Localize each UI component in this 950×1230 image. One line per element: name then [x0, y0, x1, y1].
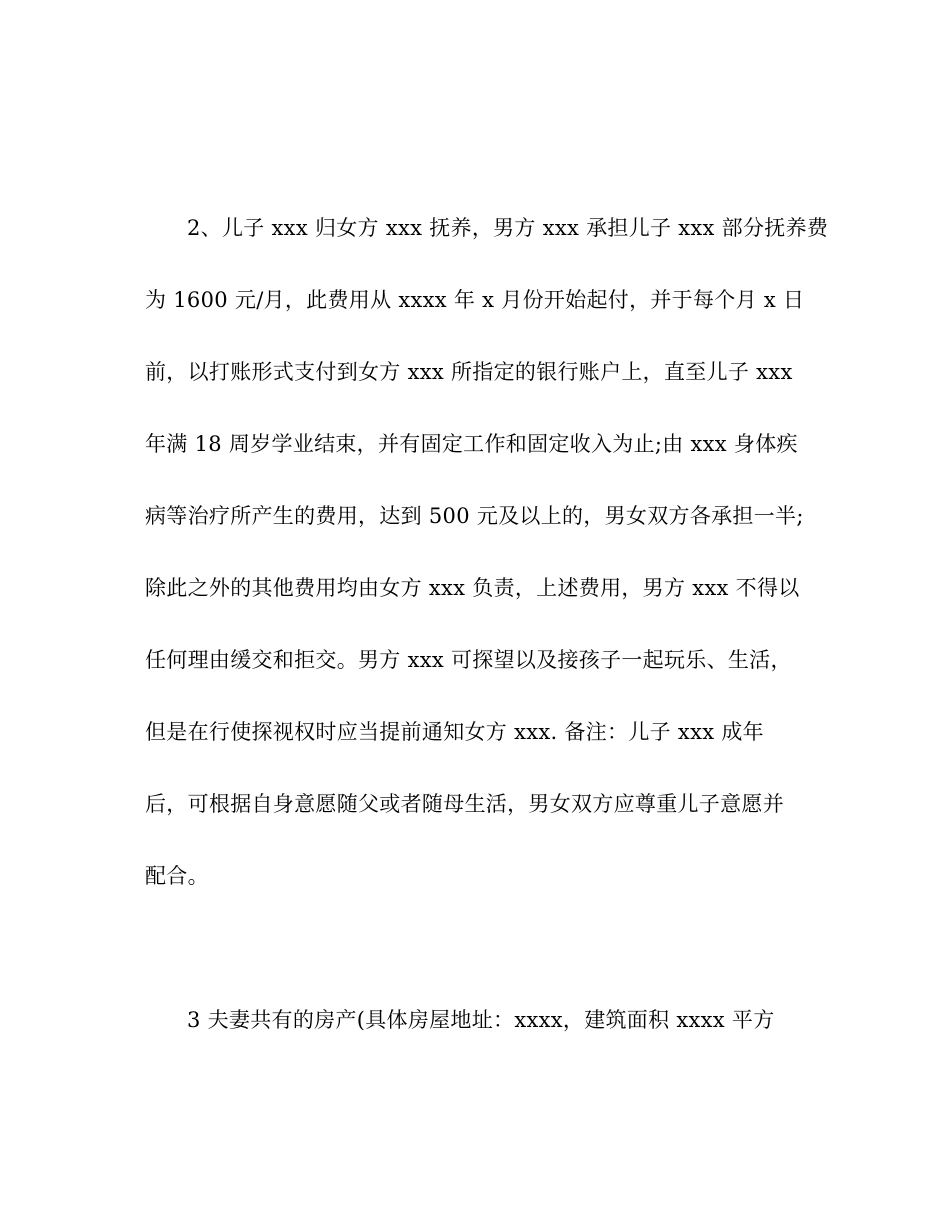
- paragraph1-line-9: 后，可根据自身意愿随父或者随母生活，男女双方应尊重儿子意愿并: [145, 792, 784, 816]
- paragraph1-line-6: 除此之外的其他费用均由女方 xxx 负责，上述费用，男方 xxx 不得以: [145, 576, 800, 600]
- paragraph1-line-5: 病等治疗所产生的费用，达到 500 元及以上的，男女双方各承担一半;: [145, 504, 804, 528]
- paragraph2-line-1: 3 夫妻共有的房产(具体房屋地址：xxxx，建筑面积 xxxx 平方: [187, 1008, 775, 1032]
- paragraph1-line-7: 任何理由缓交和拒交。男方 xxx 可探望以及接孩子一起玩乐、生活，: [145, 648, 792, 672]
- paragraph1-line-2: 为 1600 元/月，此费用从 xxxx 年 x 月份开始起付，并于每个月 x 日: [145, 288, 805, 312]
- paragraph1-line-3: 前，以打账形式支付到女方 xxx 所指定的银行账户上，直至儿子 xxx: [145, 360, 793, 384]
- paragraph1-line-8: 但是在行使探视权时应当提前通知女方 xxx. 备注：儿子 xxx 成年: [145, 720, 764, 744]
- paragraph1-line-1: 2、儿子 xxx 归女方 xxx 抚养，男方 xxx 承担儿子 xxx 部分抚养费: [187, 216, 829, 240]
- paragraph1-line-10: 配合。: [145, 864, 209, 888]
- paragraph1-line-4: 年满 18 周岁学业结束，并有固定工作和固定收入为止;由 xxx 身体疾: [145, 432, 798, 456]
